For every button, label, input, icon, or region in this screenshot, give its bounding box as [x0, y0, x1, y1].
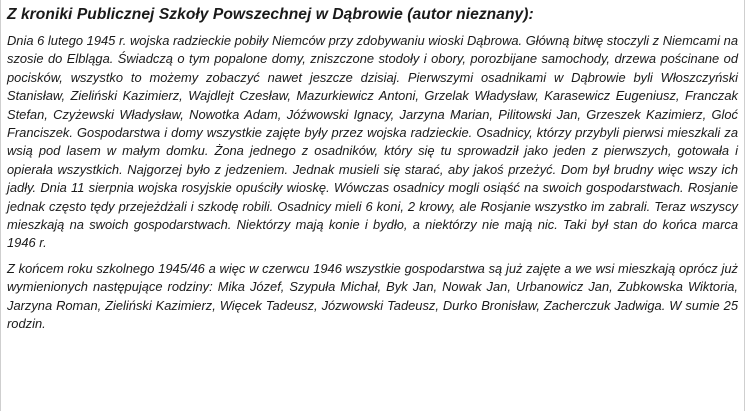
document-title: Z kroniki Publicznej Szkoły Powszechnej w Dąbrowie (autor nieznany): — [7, 6, 534, 23]
chronicle-paragraph-2: Z końcem roku szkolnego 1945/46 a więc w czerwcu 1946 wszystkie gospodarstwa są już zajęte a we wsi mieszkają oprócz już wymienionych następujące rodziny: Mika Józef, Szypuła Michał, Byk Jan, Nowak Jan, Urbanowicz Jan, Zubkowska Wiktoria, Jarzyna Roman, Zieliński Kazimierz, Więcek Tadeusz, Józwowski Tadeusz, Durko Bronisław, Zacherczuk Jadwiga. W sumie 25 rodzin. — [7, 260, 738, 332]
chronicle-paragraph-1: Dnia 6 lutego 1945 r. wojska radzieckie pobiły Niemców przy zdobywaniu wioski Dąbrowa. Główną bitwę stoczyli z Niemcami na szosie do Elbląga. Świadczą o tym popalone domy, zniszczone stodoły i obory, porozbijane samochody, drzewa pościnane od pocisków, wszystko to możemy zobaczyć nawet jeszcze dzisiaj. Pierwszymi osadnikami w Dąbrowie byli Włoszczyński Stanisław, Zieliński Kazimierz, Wajdlejt Czesław, Mazurkiewicz Antoni, Grzelak Władysław, Karasewicz Eugeniusz, Franczak Stefan, Czyżewski Władysław, Nowotka Adam, Jóźwowski Ignacy, Jarzyna Marian, Pilitowski Jan, Grzeszek Kazimierz, Gloć Franciszek. Gospodarstwa i domy wszystkie zajęte były przez wojska radzieckie. Osadnicy, którzy przybyli pierwsi mieszkali za wsią pod lasem w małym domku. Żona jednego z osadników, który się tu sprowadził jako jeden z pierwszych, gotowała i opierała wszystkich. Najgorzej było z jedzeniem. Jednak musieli się starać, aby jakoś przeżyć. Dom był brudny więc wszy ich jadły. Dnia 11 sierpnia wojska rosyjskie opuściły wioskę. Wówczas osadnicy mogli osiąść na swoich gospodarstwach. Rosjanie jednak często tędy przejeżdżali i szkodę robili. Osadnicy mieli 6 koni, 2 krowy, ale Rosjanie wszystko im zabrali. Teraz wszyscy mieszkają na swoich gospodarstwach. Niektórzy mają konie i bydło, a niektórzy nie mają nic. Taki był stan do końca marca 1946 r. — [7, 33, 738, 251]
